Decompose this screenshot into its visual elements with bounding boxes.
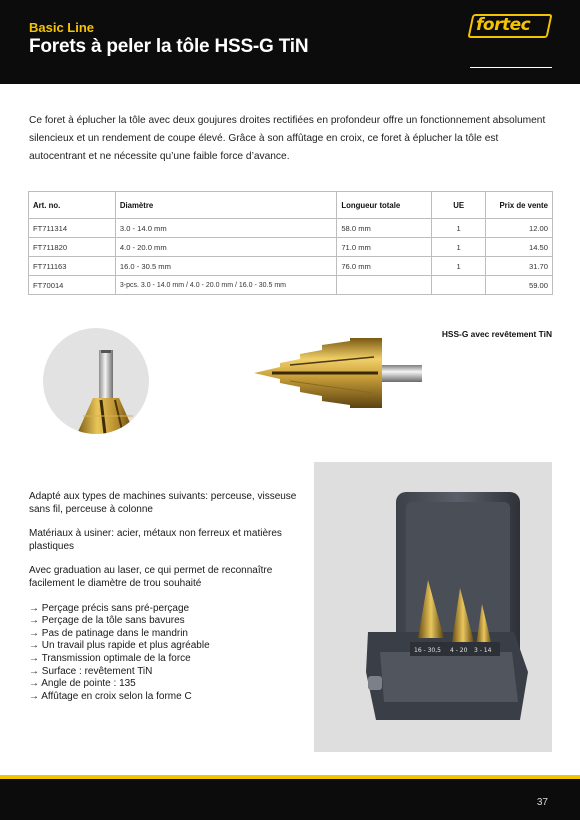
cell-price: 14.50: [486, 238, 553, 257]
bit-detail-image: [43, 328, 149, 434]
brand-logo: [470, 14, 550, 38]
table-row: [29, 276, 553, 295]
list-item: → Transmission optimale de la force: [29, 652, 191, 664]
col-header-ue: UE: [432, 192, 486, 219]
list-item: → Surface : revêtement TiN: [29, 665, 153, 677]
case-label-bit2: 4 - 20: [450, 647, 468, 654]
cell-art: FT70014: [29, 276, 116, 295]
cell-price: 31.70: [486, 257, 553, 276]
intro-paragraph: Ce foret à éplucher la tôle avec deux goujures droites rectifiées en profondeur offre un fonctionnement absolument silencieux et un rendement de coupe élevé. Grâce à son affûtage en croix, ce foret à éplucher la tôle est autocentrant et ne nécessite qu’une faible force d’avance.: [29, 115, 546, 162]
header-rule: [470, 67, 552, 68]
table-row: [29, 257, 553, 276]
cell-price: 12.00: [486, 219, 553, 238]
list-item: → Perçage de la tôle sans bavures: [29, 615, 185, 627]
drill-set-case-graphic: [314, 462, 552, 752]
cell-diameter: 16.0 - 30.5 mm: [115, 257, 336, 276]
cell-price: 59.00: [486, 276, 553, 295]
col-header-diameter: Diamètre: [115, 192, 336, 219]
page-title: Forets à peler la tôle HSS-G TiN: [29, 36, 309, 57]
case-label-bit1: 16 - 30,5: [414, 647, 441, 654]
col-header-price: Prix de vente: [486, 192, 553, 219]
table-header-row: [29, 192, 553, 219]
col-header-length: Longueur totale: [337, 192, 432, 219]
cell-length: [337, 276, 432, 295]
case-label-bit3: 3 - 14: [474, 647, 492, 654]
cell-art: FT711314: [29, 219, 116, 238]
laser-text: Avec graduation au laser, ce qui permet de reconnaître facilement le diamètre de trou souhaité: [29, 565, 273, 589]
cell-diameter: 3.0 - 14.0 mm: [115, 219, 336, 238]
drill-set-case-image: [314, 462, 552, 752]
page-number: 37: [536, 797, 548, 808]
table-row: [29, 238, 553, 257]
cell-length: 71.0 mm: [337, 238, 432, 257]
coating-label: HSS-G avec revêtement TiN: [441, 329, 552, 339]
cell-ue: 1: [432, 257, 486, 276]
product-table: [28, 191, 553, 295]
feature-text: [29, 491, 311, 703]
list-item: → Perçage précis sans pré-perçage: [29, 602, 190, 614]
list-item: → Un travail plus rapide et plus agréable: [29, 640, 210, 652]
list-item: → Affûtage en croix selon la forme C: [29, 690, 192, 702]
page-header: [0, 0, 580, 84]
page-footer: [0, 779, 580, 820]
table-row: [29, 219, 553, 238]
bit-detail-graphic: [43, 328, 149, 434]
col-header-art: Art. no.: [29, 192, 116, 219]
machines-text: Adapté aux types de machines suivants: perceuse, visseuse sans fil, perceuse à colonne: [29, 491, 297, 515]
list-item: → Angle de pointe : 135: [29, 678, 136, 690]
list-item: → Pas de patinage dans le mandrin: [29, 627, 188, 639]
cell-diameter: 4.0 - 20.0 mm: [115, 238, 336, 257]
cell-length: 58.0 mm: [337, 219, 432, 238]
logo-wordmark: fortec: [476, 15, 531, 35]
cell-ue: [432, 276, 486, 295]
cell-diameter: 3-pcs. 3.0 - 14.0 mm / 4.0 - 20.0 mm / 16.0 - 30.5 mm: [115, 276, 336, 295]
cell-ue: 1: [432, 219, 486, 238]
product-line-label: Basic Line: [29, 20, 95, 35]
cell-ue: 1: [432, 238, 486, 257]
materials-text: Matériaux à usiner: acier, métaux non ferreux et matières plastiques: [29, 528, 282, 552]
feature-list: [29, 603, 311, 704]
cell-art: FT711820: [29, 238, 116, 257]
cell-length: 76.0 mm: [337, 257, 432, 276]
step-drill-image: [250, 335, 430, 415]
cell-art: FT711163: [29, 257, 116, 276]
